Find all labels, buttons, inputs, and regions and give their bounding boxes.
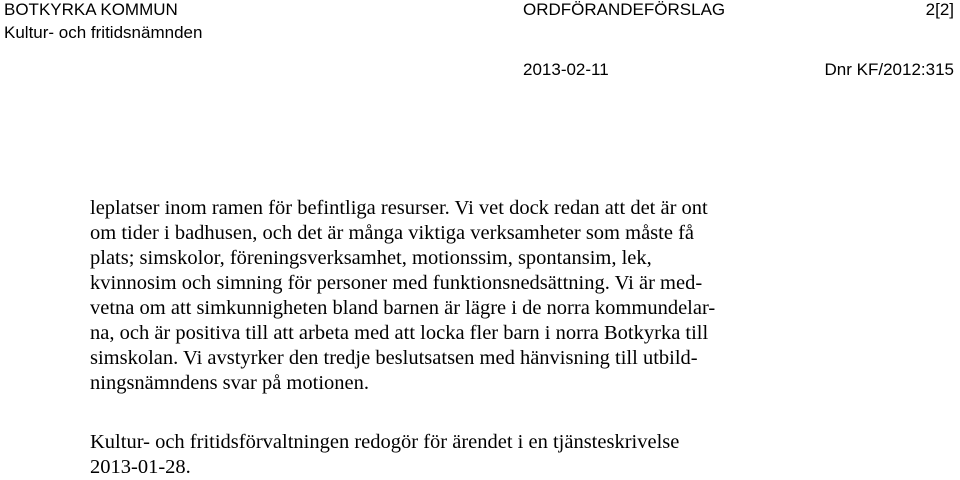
- committee-name: Kultur- och fritidsnämnden: [4, 23, 203, 42]
- paragraph-line: om tider i badhusen, och det är många viktiga verksamheter som måste få: [90, 222, 694, 244]
- paragraph-1: [90, 196, 840, 396]
- paragraph-line: Kultur- och fritidsförvaltningen redogör för ärendet i en tjänsteskrivelse: [90, 431, 680, 453]
- document-date: 2013-02-11: [523, 60, 609, 79]
- paragraph-line: plats; simskolor, föreningsverksamhet, motionssim, spontansim, lek,: [90, 247, 652, 269]
- organization-name: BOTKYRKA KOMMUN: [4, 0, 178, 19]
- paragraph-line: kvinnosim och simning för personer med funktionsnedsättning. Vi är med-: [90, 272, 703, 294]
- document-reference: Dnr KF/2012:315: [824, 60, 954, 79]
- paragraph-line: simskolan. Vi avstyrker den tredje beslutsatsen med hänvisning till utbild-: [90, 347, 698, 369]
- document-type: ORDFÖRANDEFÖRSLAG: [523, 0, 726, 19]
- paragraph-line: 2013-01-28.: [90, 456, 191, 478]
- paragraph-line: vetna om att simkunnigheten bland barnen är lägre i de norra kommundelar-: [90, 297, 716, 319]
- paragraph-line: ningsnämndens svar på motionen.: [90, 372, 369, 394]
- paragraph-line: leplatser inom ramen för befintliga resurser. Vi vet dock redan att det är ont: [90, 197, 708, 219]
- page-number: 2[2]: [925, 0, 954, 19]
- paragraph-line: na, och är positiva till att arbeta med att locka fler barn i norra Botkyrka till: [90, 322, 709, 344]
